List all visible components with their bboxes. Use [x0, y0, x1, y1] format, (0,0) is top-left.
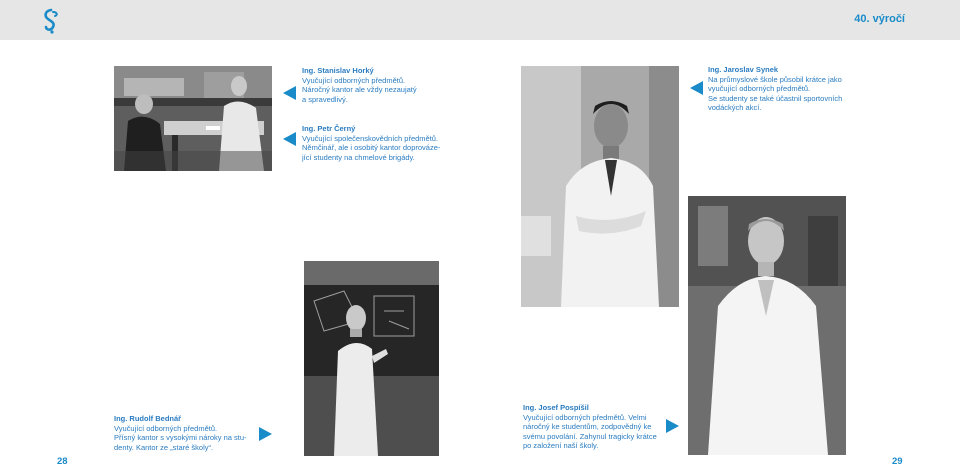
caption-pospisil-line: Vyučující odborných předmětů. Velmi [523, 412, 647, 422]
caption-horky-name: Ing. Stanislav Horký [302, 66, 374, 75]
caption-synek [708, 65, 878, 113]
caption-bednar-name: Ing. Rudolf Bednář [114, 414, 182, 423]
caption-synek-line: Na průmyslové škole působil krátce jako [708, 74, 842, 84]
page-number-right: 29 [892, 456, 903, 467]
caption-bednar [114, 414, 264, 452]
caption-arrow-cerny [283, 132, 296, 146]
caption-horky-line: a spravedlivý. [302, 94, 348, 104]
caption-synek-line: vodáckých akcí. [708, 103, 762, 113]
anniversary-title: 40. výročí [854, 13, 905, 25]
caption-pospisil-line: svému povolání. Zahynul tragicky krátce [523, 431, 657, 441]
caption-horky [302, 66, 462, 104]
school-logo-icon [40, 8, 62, 34]
caption-pospisil-line: náročný ke studentům, zodpovědný ke [523, 422, 652, 432]
caption-pospisil-name: Ing. Josef Pospíšil [523, 403, 589, 412]
photo-pospisil [688, 196, 846, 455]
caption-arrow-synek [690, 81, 703, 95]
caption-cerny-line: Němčinář, ale i osobitý kantor doprováze- [302, 143, 441, 153]
caption-bednar-line: Přísný kantor s vysokými nároky na stu- [114, 433, 247, 443]
page-number-left: 28 [57, 456, 68, 467]
caption-synek-line: Se studenty se také účastnil sportovních [708, 93, 843, 103]
photo-synek [521, 66, 679, 307]
caption-cerny-name: Ing. Petr Černý [302, 124, 356, 133]
caption-horky-line: Vyučující odborných předmětů. [302, 75, 406, 85]
caption-cerny-line: jící studenty na chmelové brigády. [302, 152, 415, 162]
photo-bednar [304, 261, 439, 456]
photo-pospisil-image [688, 196, 846, 455]
caption-arrow-horky [283, 86, 296, 100]
caption-cerny [302, 124, 462, 162]
photo-synek-image [521, 66, 679, 307]
caption-pospisil [523, 403, 668, 451]
page-header [0, 0, 960, 40]
photo-bednar-image [304, 261, 439, 456]
caption-horky-line: Náročný kantor ale vždy nezaujatý [302, 85, 417, 95]
caption-bednar-line: Vyučující odborných předmětů. [114, 423, 218, 433]
caption-cerny-line: Vyučující společenskovědních předmětů. [302, 133, 439, 143]
caption-pospisil-line: po založení naší školy. [523, 441, 599, 451]
caption-synek-name: Ing. Jaroslav Synek [708, 65, 779, 74]
photo-horky-cerny [114, 66, 272, 171]
caption-bednar-line: denty. Kantor ze „staré školy“. [114, 442, 214, 452]
photo-horky-cerny-image [114, 66, 272, 171]
caption-synek-line: vyučující odborných předmětů. [708, 84, 811, 94]
